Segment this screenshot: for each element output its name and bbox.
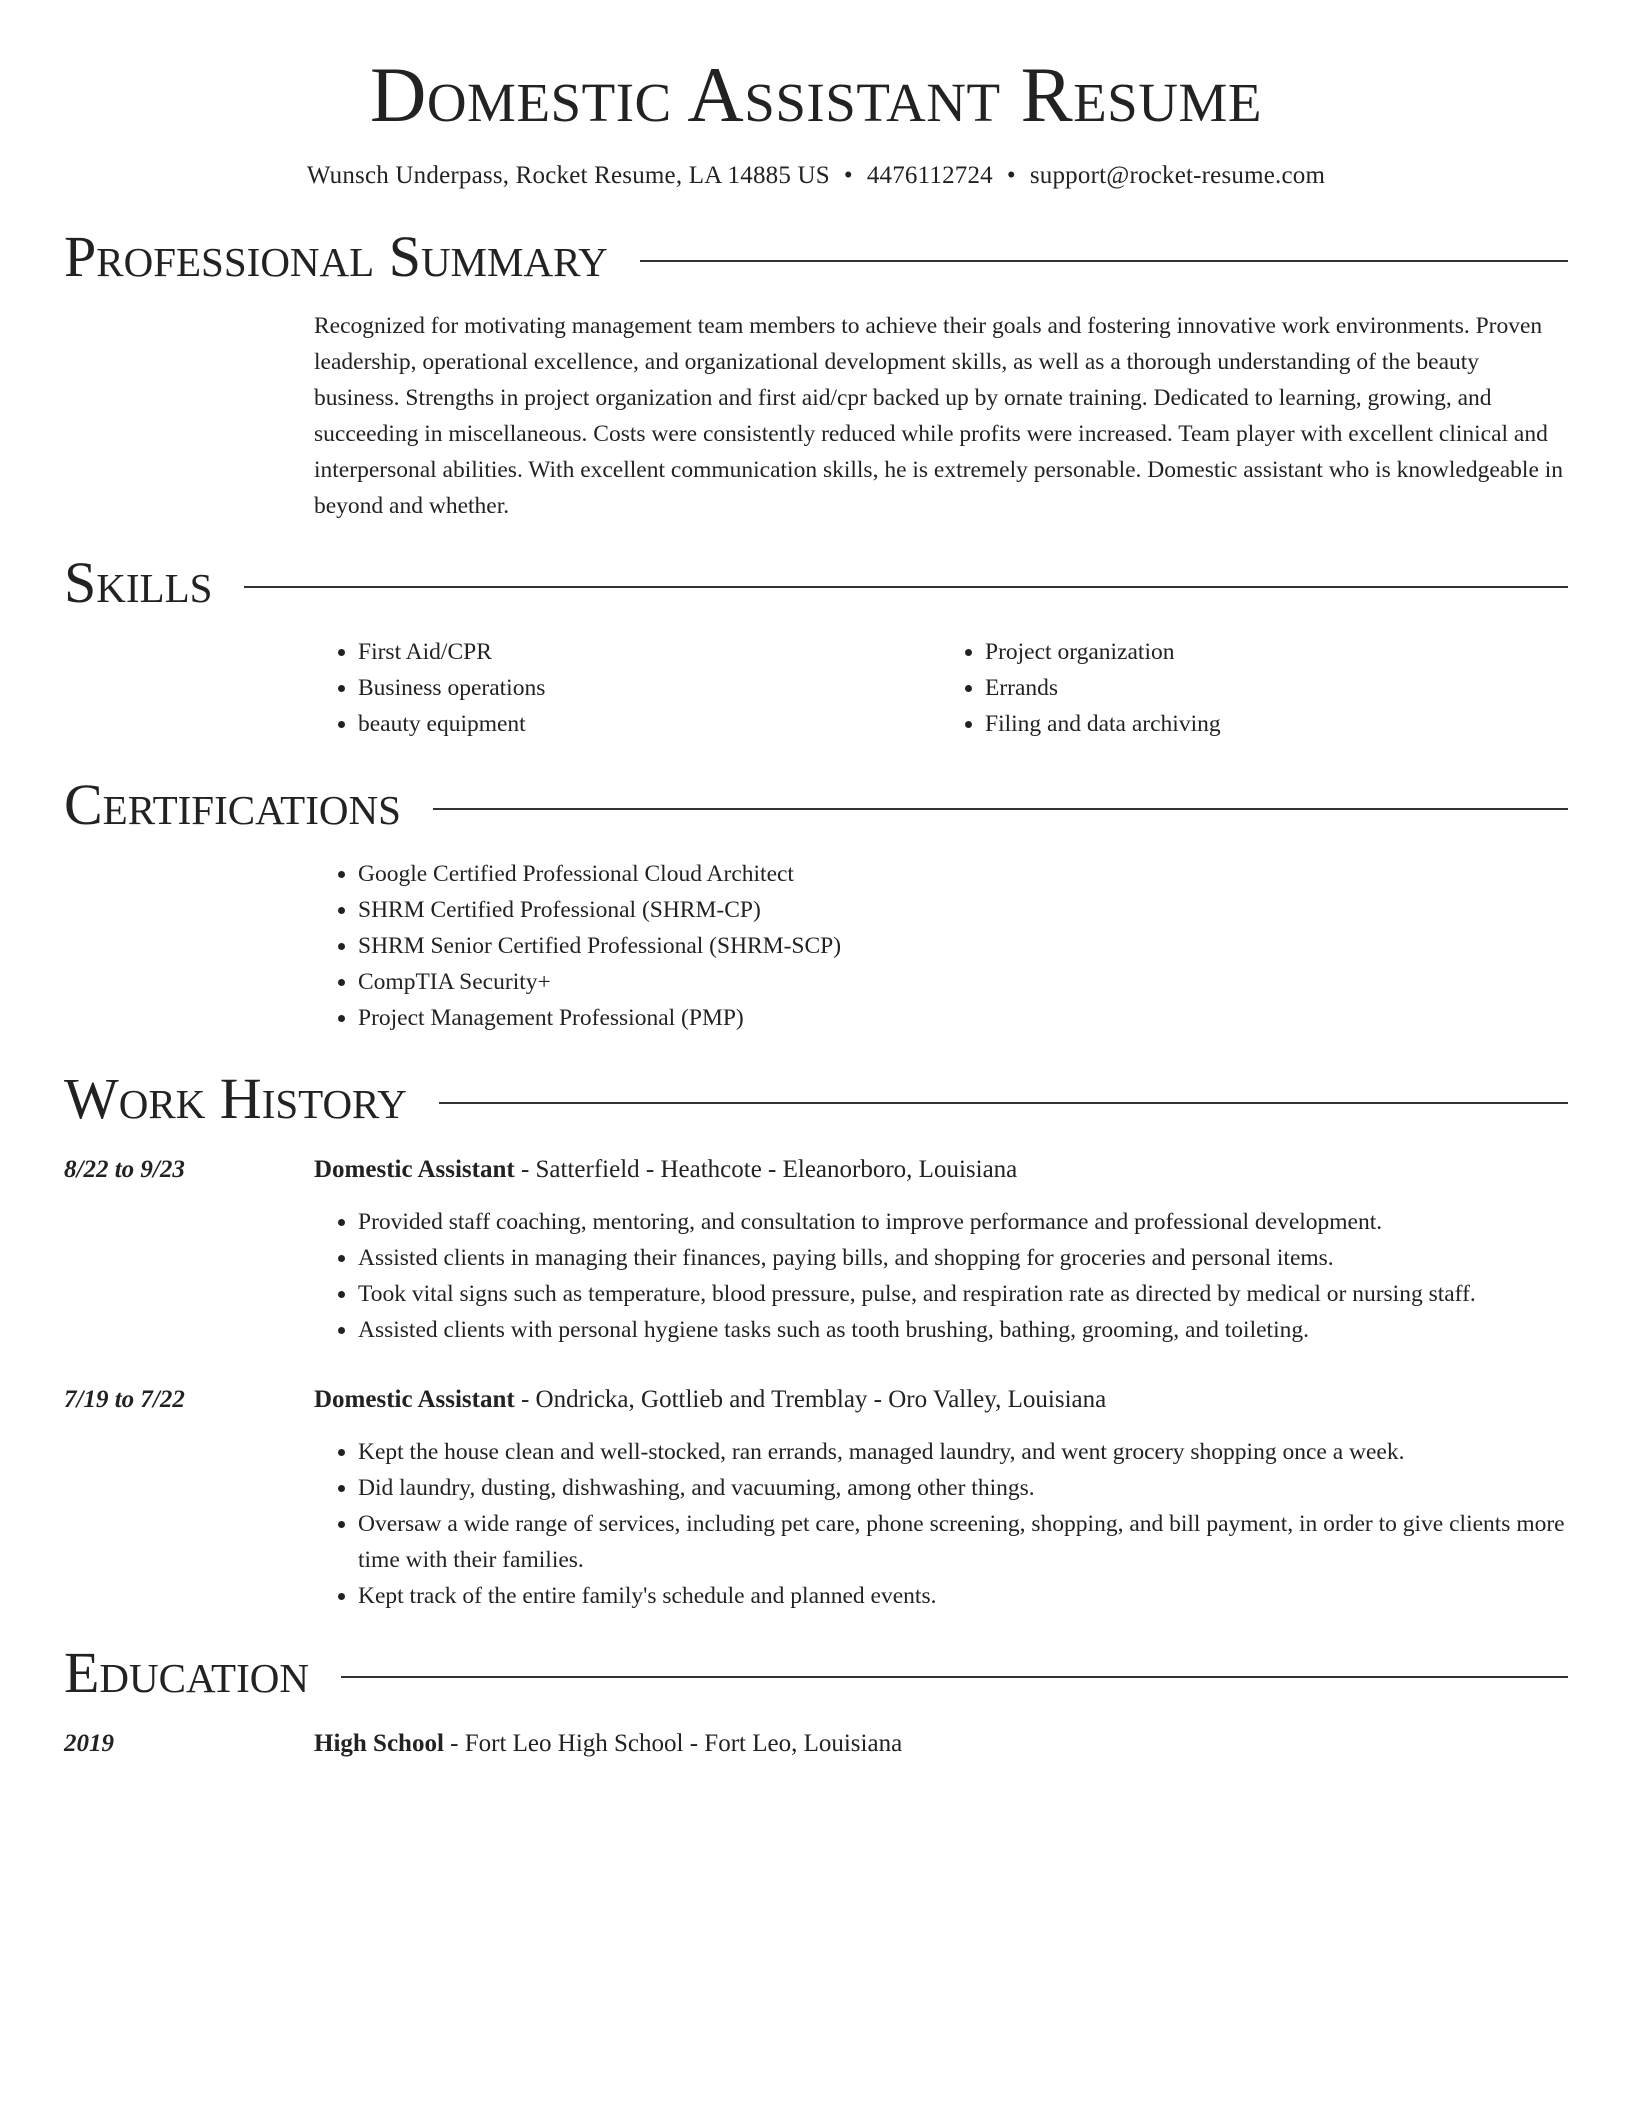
job-title-line	[314, 1152, 1017, 1188]
contact-separator: •	[1006, 161, 1016, 189]
job-dates: 8/22 to 9/23	[64, 1155, 185, 1183]
job-entry	[64, 1382, 1568, 1614]
summary-header	[64, 223, 1568, 289]
job-bullet: • Assisted clients with personal hygiene tasks such as tooth brushing, bathing, grooming, and toileting.	[358, 1312, 1568, 1348]
job-employer: - Satterfield - Heathcote - Eleanorboro, Louisiana	[514, 1155, 1018, 1183]
summary-text: Recognized for motivating management team members to achieve their goals and fostering innovative work environments. Proven leadership, operational excellence, and organizational development skills, as well as a thorough understanding of the beauty business. Strengths in project organization and first aid/cpr backed up by ornate training. Dedicated to learning, growing, and succeeding in miscellaneous. Costs were consistently reduced while profits were increased. Team player with excellent clinical and interpersonal abilities. With excellent communication skills, he is extremely personable. Domestic assistant who is knowledgeable in beyond and whether.	[314, 312, 1564, 519]
education-title-line	[314, 1726, 902, 1762]
skills-columns	[314, 634, 1568, 742]
skills-header	[64, 549, 1568, 615]
summary-heading: Professional Summary	[64, 223, 608, 289]
summary-section	[64, 223, 1568, 524]
skill-item: • First Aid/CPR	[358, 634, 941, 670]
skills-heading: Skills	[64, 549, 213, 615]
job-dates: 7/19 to 7/22	[64, 1385, 185, 1413]
contact-address: Wunsch Underpass, Rocket Resume, LA 14885 US	[306, 161, 830, 189]
contact-line	[64, 162, 1568, 190]
education-header-line	[64, 1726, 1568, 1762]
skill-item: • Filing and data archiving	[985, 706, 1568, 742]
skills-list-right	[941, 634, 1568, 742]
section-divider	[640, 260, 1568, 262]
work-history-header	[64, 1065, 1568, 1131]
job-bullets	[314, 1204, 1568, 1348]
job-bullet: • Oversaw a wide range of services, including pet care, phone screening, shopping, and bill payment, in order to give clients more time with their families.	[358, 1506, 1568, 1578]
certification-item: • SHRM Senior Certified Professional (SHRM-SCP)	[358, 928, 1568, 964]
certifications-list	[314, 856, 1568, 1036]
job-bullet: • Kept the house clean and well-stocked, ran errands, managed laundry, and went grocery shopping once a week.	[358, 1434, 1568, 1470]
education-school: - Fort Leo High School - Fort Leo, Louisiana	[443, 1729, 903, 1757]
job-bullet: • Kept track of the entire family's schedule and planned events.	[358, 1578, 1568, 1614]
job-header	[64, 1152, 1568, 1188]
job-bullet: • Took vital signs such as temperature, blood pressure, pulse, and respiration rate as directed by medical or nursing staff.	[358, 1276, 1568, 1312]
education-degree: High School	[314, 1729, 444, 1757]
job-bullet: • Did laundry, dusting, dishwashing, and vacuuming, among other things.	[358, 1470, 1568, 1506]
certifications-heading: Certifications	[64, 771, 401, 837]
job-bullet-list	[314, 1204, 1568, 1348]
work-history-heading: Work History	[64, 1065, 407, 1131]
education-section	[64, 1639, 1568, 1762]
certifications-section	[64, 771, 1568, 1036]
contact-phone: 4476112724	[866, 161, 993, 189]
skill-item: • Errands	[985, 670, 1568, 706]
skills-section	[64, 549, 1568, 742]
education-entry	[64, 1726, 1568, 1762]
job-employer: - Ondricka, Gottlieb and Tremblay - Oro Valley, Louisiana	[514, 1385, 1107, 1413]
job-bullet: • Assisted clients in managing their finances, paying bills, and shopping for groceries and personal items.	[358, 1240, 1568, 1276]
work-history-section	[64, 1065, 1568, 1614]
certification-item: • Project Management Professional (PMP)	[358, 1000, 1568, 1036]
contact-email: support@rocket-resume.com	[1029, 161, 1326, 189]
section-divider	[244, 586, 1568, 588]
job-bullet-list	[314, 1434, 1568, 1614]
skill-item: • Project organization	[985, 634, 1568, 670]
section-divider	[433, 808, 1568, 810]
certification-item: • SHRM Certified Professional (SHRM-CP)	[358, 892, 1568, 928]
job-bullet: • Provided staff coaching, mentoring, and consultation to improve performance and professional development.	[358, 1204, 1568, 1240]
section-divider	[439, 1102, 1568, 1104]
job-header	[64, 1382, 1568, 1418]
skill-item: • beauty equipment	[358, 706, 941, 742]
skill-item: • Business operations	[358, 670, 941, 706]
education-header	[64, 1639, 1568, 1705]
job-bullets	[314, 1434, 1568, 1614]
certification-item: • CompTIA Security+	[358, 964, 1568, 1000]
job-title-line	[314, 1382, 1106, 1418]
certification-item: • Google Certified Professional Cloud Architect	[358, 856, 1568, 892]
job-role: Domestic Assistant	[314, 1385, 515, 1413]
certifications-block	[314, 856, 1568, 1036]
section-divider	[341, 1676, 1568, 1678]
skills-list-left	[314, 634, 941, 742]
education-year: 2019	[64, 1729, 114, 1757]
job-role: Domestic Assistant	[314, 1155, 515, 1183]
education-heading: Education	[64, 1639, 309, 1705]
resume-title: Domestic Assistant Resume	[370, 51, 1262, 138]
job-entry	[64, 1152, 1568, 1348]
certifications-header	[64, 771, 1568, 837]
contact-separator: •	[843, 161, 853, 189]
